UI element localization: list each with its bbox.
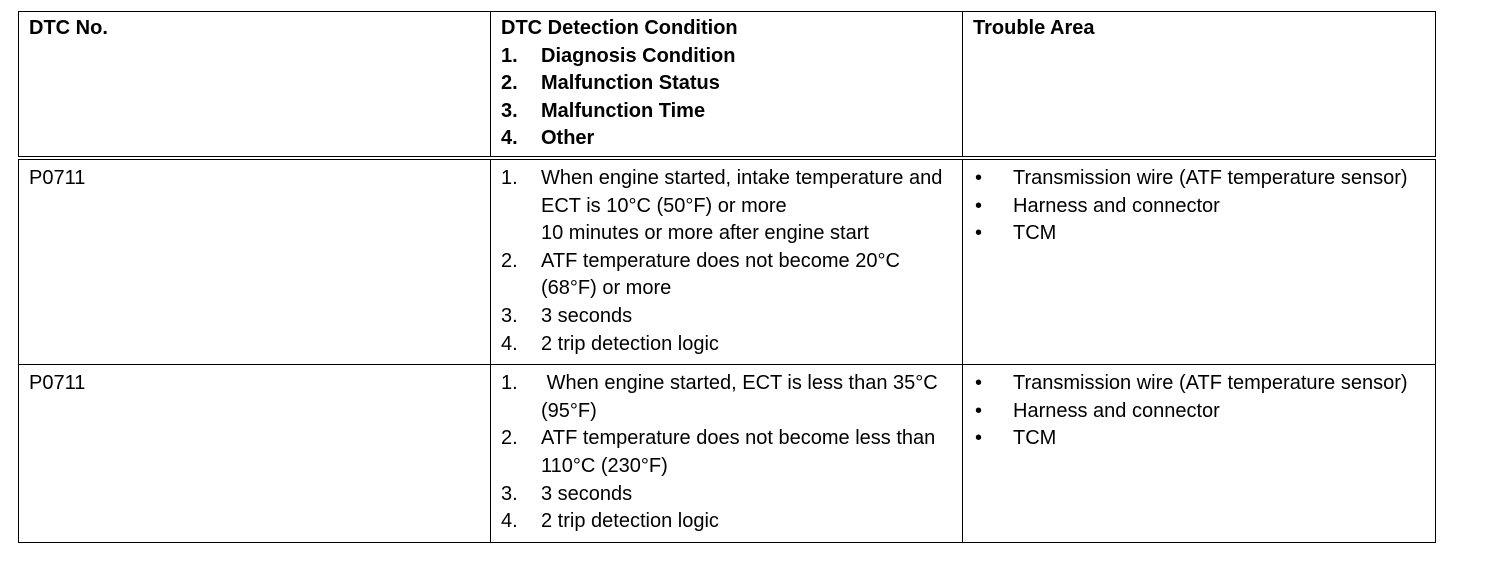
item-number: 1.: [501, 372, 518, 395]
condition-item: [501, 248, 952, 303]
trouble-area-item: [973, 370, 1425, 398]
header-condition-list: [501, 43, 952, 153]
item-text: Diagnosis Condition: [541, 44, 736, 67]
condition-item: [501, 425, 952, 480]
item-text: 2 trip detection logic: [541, 510, 719, 533]
trouble-area-item: [973, 425, 1425, 453]
header-trouble-area-label: Trouble Area: [973, 17, 1095, 39]
header-trouble-area: [963, 12, 1436, 158]
condition-item: [501, 370, 952, 425]
item-number: 1.: [501, 166, 518, 189]
header-condition-item: [501, 125, 952, 153]
condition-item: [501, 508, 952, 536]
item-text: When engine started, intake temperature and ECT is 10°C (50°F) or more: [541, 166, 943, 217]
item-text: Harness and connector: [1013, 194, 1220, 217]
trouble-area-item: [973, 398, 1425, 426]
item-number: 4.: [501, 510, 518, 533]
item-number: 2.: [501, 72, 518, 95]
condition-item: [501, 303, 952, 331]
header-condition-item: [501, 98, 952, 126]
bullet: •: [975, 166, 983, 189]
bullet: •: [975, 399, 983, 422]
bullet: •: [975, 372, 983, 395]
item-number: 1.: [501, 44, 518, 67]
dtc-number: P0711: [29, 372, 86, 395]
trouble-area-list: [973, 370, 1425, 453]
header-condition-item: [501, 70, 952, 98]
condition-item: [501, 481, 952, 509]
trouble-area-list: [973, 165, 1425, 248]
item-text: 3 seconds: [541, 304, 633, 327]
item-text: TCM: [1013, 222, 1057, 245]
item-number: 3.: [501, 304, 518, 327]
item-text: When engine started, ECT is less than 35°C (95°F): [541, 372, 944, 422]
condition-item: [501, 165, 952, 248]
table-row: [19, 158, 1436, 365]
item-number: 2.: [501, 427, 518, 450]
header-condition-title: DTC Detection Condition: [501, 17, 738, 39]
trouble-area-cell: [963, 365, 1436, 543]
trouble-area-item: [973, 193, 1425, 221]
item-text: ATF temperature does not become less than 110°C (230°F): [541, 427, 936, 477]
bullet: •: [975, 222, 983, 245]
item-text: Malfunction Time: [541, 99, 706, 122]
detection-condition-cell: [491, 365, 963, 543]
item-number: 4.: [501, 332, 518, 355]
item-number: 2.: [501, 249, 518, 272]
dtc-number: P0711: [29, 166, 86, 189]
item-text: Other: [541, 127, 595, 150]
item-number: 4.: [501, 127, 518, 150]
trouble-area-item: [973, 165, 1425, 193]
table-row: [19, 365, 1436, 543]
trouble-area-cell: [963, 158, 1436, 365]
item-extra-text: 10 minutes or more after engine start: [541, 222, 869, 245]
item-text: Malfunction Status: [541, 72, 720, 95]
condition-list: [501, 165, 952, 358]
header-dtc-no: [19, 12, 491, 158]
dtc-table: [18, 11, 1436, 543]
bullet: •: [975, 427, 983, 450]
header-detection-condition: [491, 12, 963, 158]
item-number: 3.: [501, 482, 518, 505]
item-number: 3.: [501, 99, 518, 122]
item-text: Transmission wire (ATF temperature sensor): [1013, 166, 1408, 189]
condition-list: [501, 370, 952, 536]
item-text: ATF temperature does not become 20°C (68°F) or more: [541, 249, 900, 300]
trouble-area-item: [973, 220, 1425, 248]
header-condition-item: [501, 43, 952, 71]
item-text: Transmission wire (ATF temperature sensor): [1013, 372, 1408, 395]
header-row: [19, 12, 1436, 158]
item-text: Harness and connector: [1013, 399, 1220, 422]
dtc-number-cell: [19, 365, 491, 543]
dtc-number-cell: [19, 158, 491, 365]
bullet: •: [975, 194, 983, 217]
item-text: 3 seconds: [541, 482, 633, 505]
header-dtc-no-label: DTC No.: [29, 17, 108, 39]
item-text: 2 trip detection logic: [541, 332, 719, 355]
item-text: TCM: [1013, 427, 1057, 450]
detection-condition-cell: [491, 158, 963, 365]
condition-item: [501, 331, 952, 359]
